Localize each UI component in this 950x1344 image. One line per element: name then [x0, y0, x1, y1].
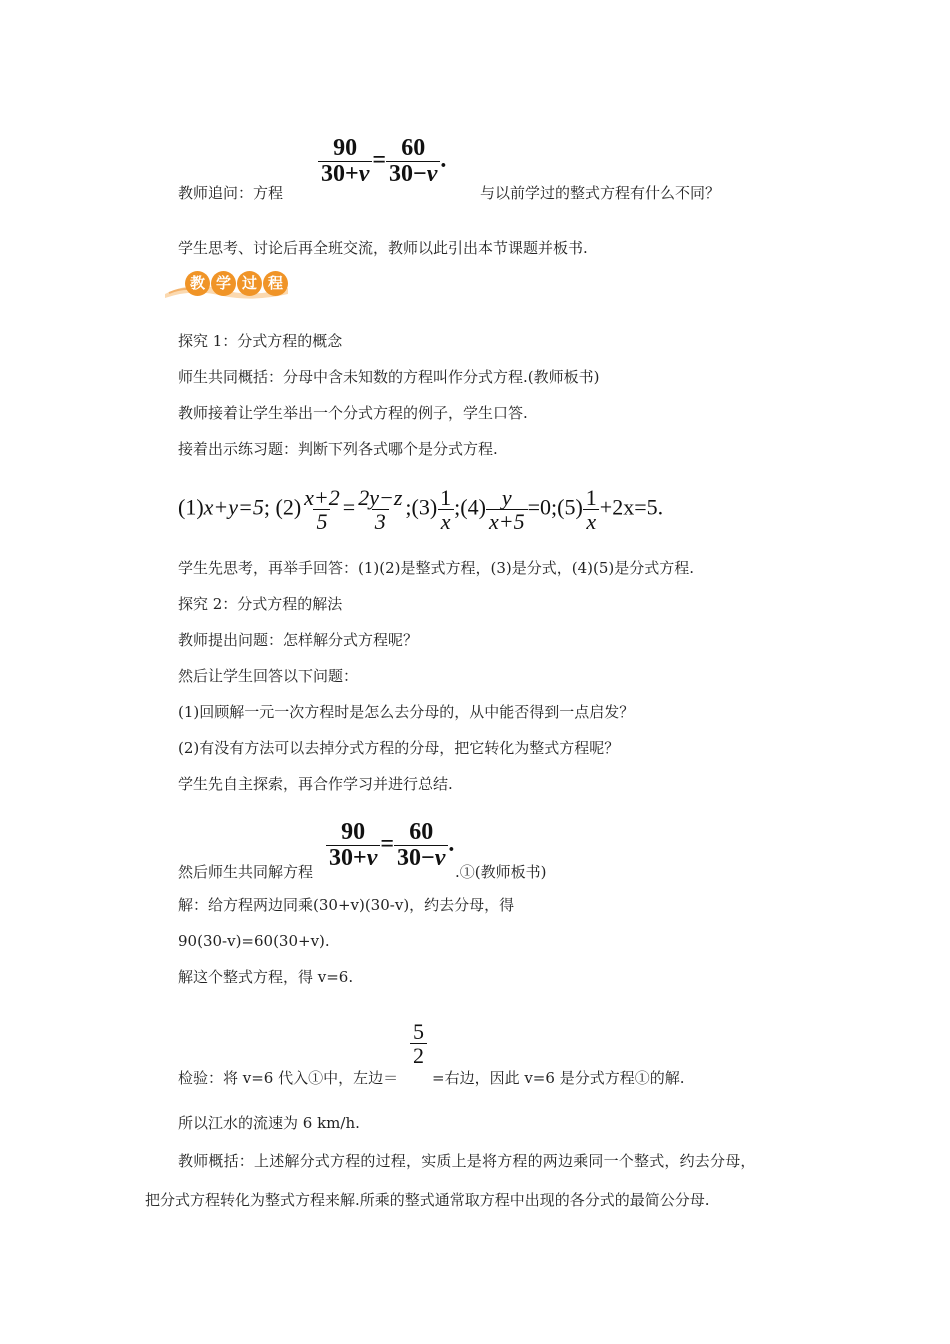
paragraph: 然后让学生回答以下问题： — [178, 667, 359, 685]
question-suffix: 与以前学过的整式方程有什么不同？ — [480, 184, 721, 202]
exercise-equations: (1)x+y=5; (2) $\frac{x+2}{5}$ = $\frac{2y-z}{3}$ ;(3) $\frac{1}{x}$ ;(4) $\frac{y}{x+5}$ =0;(5) $\frac{1}{x}$ +2x=5. — [178, 485, 664, 535]
paragraph-summary-cont: 把分式方程转化为整式方程来解.所乘的整式通常取方程中出现的各分式的最简公分母. — [145, 1191, 710, 1209]
paragraph: 教师接着让学生举出一个分式方程的例子，学生口答. — [178, 404, 528, 422]
paragraph: 师生共同概括：分母中含未知数的方程叫作分式方程.(教师板书) — [178, 368, 600, 386]
paragraph: 解：给方程两边同乘(30+v)(30-v)，约去分母，得 — [178, 896, 515, 914]
paragraph: 教师提出问题：怎样解分式方程呢？ — [178, 631, 419, 649]
paragraph: 学生先自主探索，再合作学习并进行总结. — [178, 775, 453, 793]
section-heading-2: 探究 2：分式方程的解法 — [178, 595, 343, 613]
solve-prefix: 然后师生共同解方程 — [178, 863, 314, 881]
paragraph: 解这个整式方程，得 v=6. — [178, 968, 354, 986]
paragraph-discussion: 学生思考、讨论后再全班交流，教师以此引出本节课题并板书. — [178, 239, 588, 257]
check-suffix: =右边，因此 v=6 是分式方程①的解. — [432, 1069, 685, 1087]
section-heading-1: 探究 1：分式方程的概念 — [178, 332, 343, 350]
fraction-5-2: $\frac{5}{2}$ — [410, 1020, 427, 1067]
question-prefix: 教师追问：方程 — [178, 184, 284, 202]
solve-suffix: .①(教师板书) — [455, 863, 547, 881]
paragraph: 学生先思考，再举手回答：(1)(2)是整式方程，(3)是分式，(4)(5)是分式方程. — [178, 559, 695, 577]
paragraph: (2)有没有方法可以去掉分式方程的分母，把它转化为整式方程呢？ — [178, 739, 620, 757]
badge-char: 学 — [211, 271, 236, 296]
paragraph: 接着出示练习题：判断下列各式哪个是分式方程. — [178, 440, 498, 458]
badge-char: 程 — [263, 271, 288, 296]
check-prefix: 检验：将 v=6 代入①中，左边＝ — [178, 1069, 399, 1087]
equation-90-60: $\frac{90}{30+v}$ = $\frac{60}{30-v}$ . — [318, 136, 446, 187]
badge-char: 教 — [185, 271, 210, 296]
badge-char: 过 — [237, 271, 262, 296]
paragraph-summary: 教师概括：上述解分式方程的过程，实质上是将方程的两边乘同一个整式，约去分母， — [178, 1152, 756, 1170]
paragraph: 90(30-v)=60(30+v). — [178, 932, 330, 950]
paragraph: (1)回顾解一元一次方程时是怎么去分母的，从中能否得到一点启发？ — [178, 703, 635, 721]
section-badge — [163, 268, 293, 300]
equation-90-60-solve: $\frac{90}{30+v}$ = $\frac{60}{30-v}$ . — [326, 820, 454, 871]
paragraph: 所以江水的流速为 6 km/h. — [178, 1114, 360, 1132]
